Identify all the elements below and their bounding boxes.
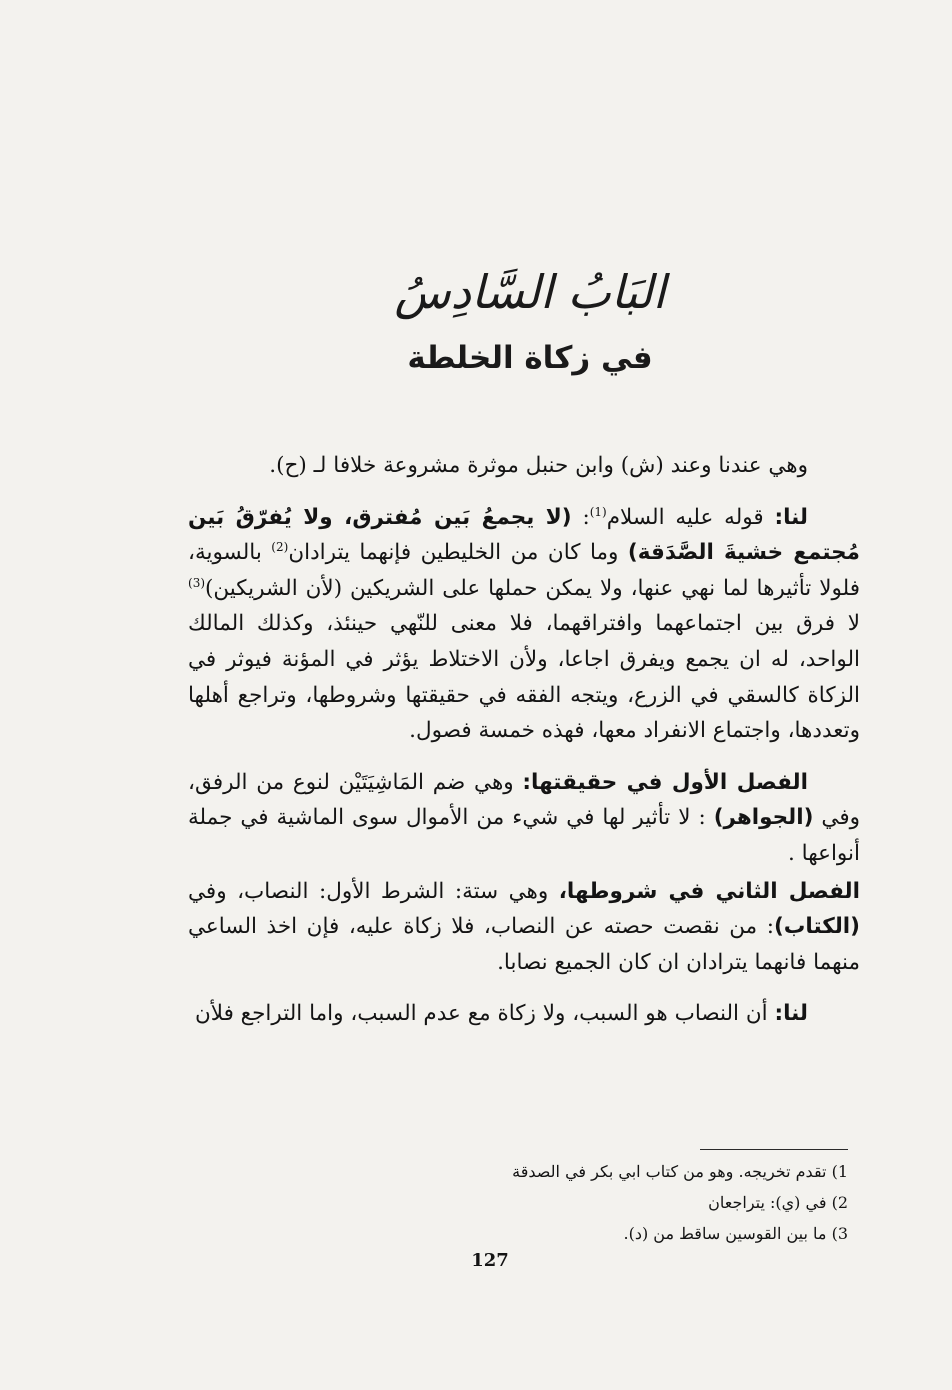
footnote-3: 3) ما بين القوسين ساقط من (د). bbox=[623, 1224, 848, 1243]
term-lana: لنا: bbox=[774, 504, 809, 530]
footnote-divider bbox=[700, 1149, 848, 1150]
section-heading-1: الفصل الأول في حقيقتها: bbox=[522, 769, 808, 795]
term-lana: لنا: bbox=[774, 1001, 808, 1027]
source-jawahir: (الجواهر) bbox=[713, 805, 814, 831]
paragraph-text: وهي ضم المَاشِيَتَيْن لنوع من الرفق، وفي bbox=[188, 769, 860, 831]
footnote-1: 1) تقدم تخريجه. وهو من كتاب ابي بكر في الصدقة bbox=[512, 1162, 848, 1181]
chapter-title: البَابُ السَّادِسُ bbox=[394, 265, 666, 319]
hadith-quote: (لا يجمعُ بَين مُفترق، ولا يُفرّقُ بَين مُجتمع خشيةَ الصَّدَقة) bbox=[188, 504, 860, 566]
footnote-2: 2) في (ي): يتراجعان bbox=[708, 1193, 848, 1212]
footnote-ref-1: (1) bbox=[589, 504, 607, 519]
footnote-ref-3: (3) bbox=[188, 575, 206, 590]
paragraph-text: : من نقصت حصته عن النصاب، فلا زكاة عليه، فإن اخذ الساعي منهما فانهما يترادان ان كان الجميع نصابا. bbox=[188, 914, 860, 975]
paragraph-argument-2 bbox=[188, 996, 860, 1032]
chapter-subtitle: في زكاة الخلطة bbox=[407, 340, 653, 376]
body-text bbox=[188, 448, 860, 1048]
paragraph-argument bbox=[188, 500, 860, 749]
paragraph-text: لا فرق بين اجتماعهما وافتراقهما، فلا معنى للنّهي حينئذ، وكذلك المالك الواحد، له ان يجمع ويفرق اجاعا، ولأن الاختلاط يؤثر في المؤنة فيوثر في الزكاة كالسقي في الزرع، ويتجه الفقه في حقيقتها وشروطها، وتراجع أهلها وتعددها، واجتماع الانفراد معها، فهذه خمسة فصول. bbox=[188, 611, 860, 744]
paragraph-text: قوله عليه السلام bbox=[606, 504, 775, 530]
paragraph-text: أن النصاب هو السبب، ولا زكاة مع عدم السبب، واما التراجع فلأن bbox=[194, 1001, 775, 1027]
paragraph-text: وما كان من الخليطين فإنهما يترادان bbox=[288, 540, 628, 566]
footnote-ref-2: (2) bbox=[271, 540, 289, 555]
paragraph-intro bbox=[188, 448, 860, 484]
paragraph-text: وهي عندنا وعند (ش) وابن حنبل موثرة مشروعة خلافا لـ (ح). bbox=[269, 453, 808, 478]
section-heading-2: الفصل الثاني في شروطها، bbox=[558, 878, 860, 904]
paragraph-section-1 bbox=[188, 765, 860, 872]
page-number: 127 bbox=[471, 1250, 509, 1271]
paragraph-text: : bbox=[571, 504, 590, 530]
paragraph-text: بالسوية، فلولا تأثيرها لما نهي عنها، ولا يمكن حملها على الشريكين (لأن الشريكين) bbox=[188, 540, 860, 601]
footnotes bbox=[300, 1156, 848, 1249]
paragraph-text: وهي ستة: الشرط الأول: النصاب، وفي bbox=[188, 878, 559, 904]
paragraph-section-2 bbox=[188, 874, 860, 981]
paragraph-text: : لا تأثير لها في شيء من الأموال سوى الماشية في جملة أنواعها . bbox=[188, 805, 860, 866]
source-kitab: (الكتاب) bbox=[773, 914, 860, 940]
